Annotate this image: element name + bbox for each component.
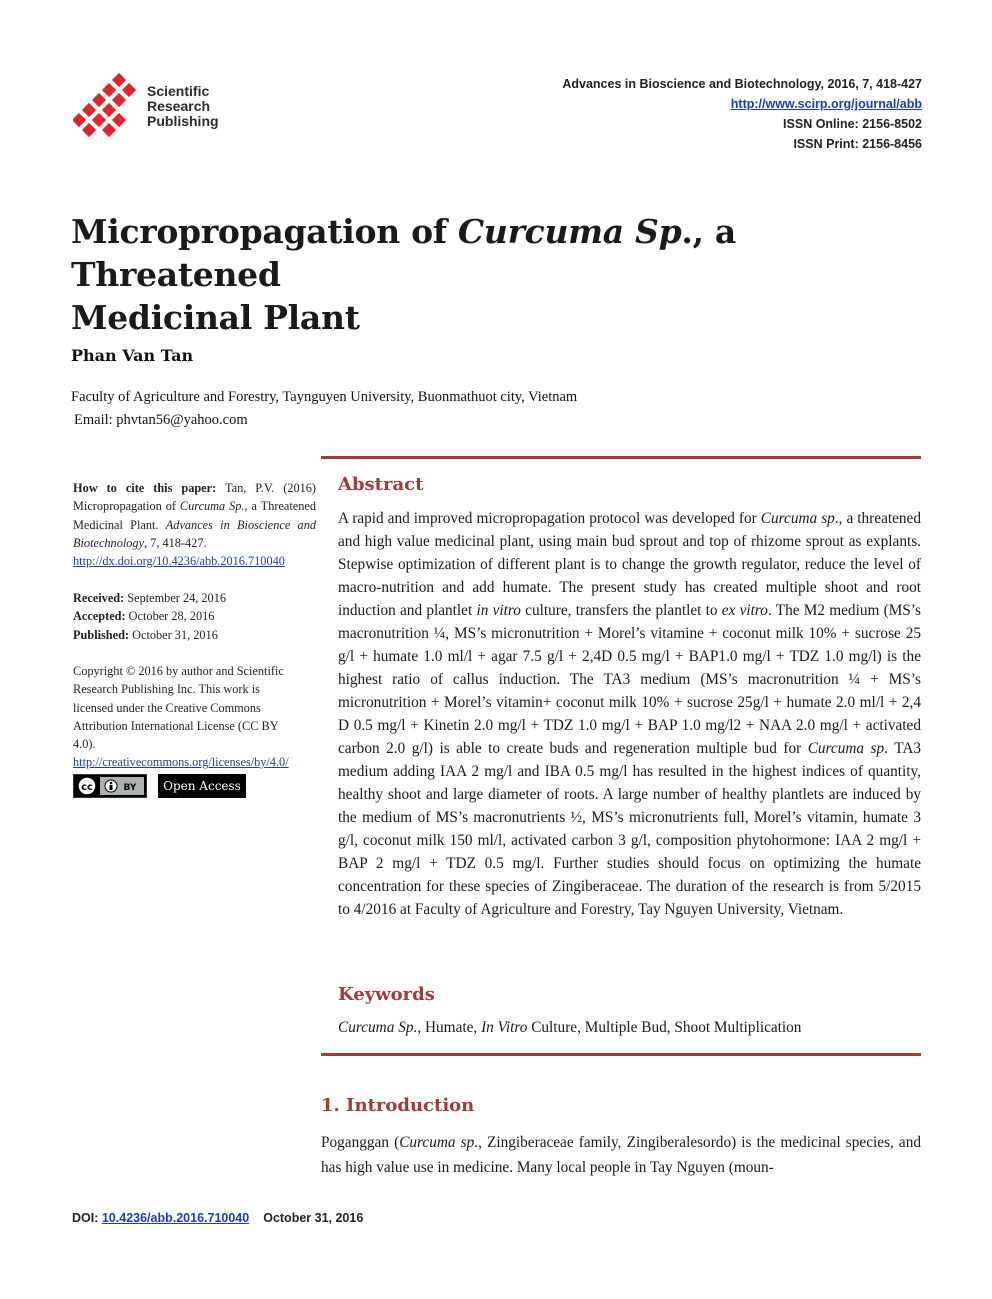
publisher-line1: Scientific: [147, 83, 210, 99]
accepted-label: Accepted:: [73, 609, 126, 624]
keyword-4: Culture, Multiple Bud, Shoot Multiplication: [527, 1019, 802, 1036]
abstract-seg-3: culture, transfers the plantlet to: [520, 602, 722, 619]
issn-online: ISSN Online: 2156-8502: [783, 117, 922, 131]
abstract-seg-5: . TA3 medium adding IAA 2 mg/l and IBA 0.5 mg/l has resulted in the highest indices of quantity, healthy shoot and large diameter of roots. A large number of healthy plantlets are induced by the medium of MS’s macronutrients ½, MS’s micronutrients full, Morel’s vitamin, humate 3 g/l, coconut milk 150 ml/l, activated carbon 3 g/l, composition phytohormone: IAA 2 mg/l + BAP 2 mg/l + TDZ 0.5 mg/l. Further studies should focus on optimizing the humate concentration for these species of Zingiberaceae. The duration of the research is from 5/2015 to 4/2016 at Faculty of Agriculture and Forestry, Tay Nguyen University, Vietnam.: [338, 740, 922, 918]
footer-doi-label: DOI:: [72, 1211, 102, 1225]
footer: [72, 1211, 363, 1225]
received-label: Received:: [73, 591, 125, 605]
abstract-italic-2: in vitro: [476, 602, 521, 619]
intro-seg-1: Poganggan (: [321, 1134, 400, 1151]
received-date: September 24, 2016: [124, 591, 226, 605]
copyright-text: Copyright © 2016 by author and Scientific Research Publishing Inc. This work is licensed under the Creative Commons Attribution International License (CC BY 4.0).: [73, 664, 284, 752]
abstract-italic-4: Curcuma sp: [807, 740, 885, 757]
footer-date: October 31, 2016: [263, 1211, 364, 1225]
cite-text-b: , a Threatened Medicinal Plant.: [73, 499, 316, 532]
paper-title: [71, 210, 931, 339]
keyword-1: Curcuma Sp.: [338, 1019, 418, 1036]
cc-label: cc: [81, 782, 93, 793]
keyword-2: , Humate,: [417, 1019, 482, 1036]
affiliation: Faculty of Agriculture and Forestry, Taynguyen University, Buonmathuot city, Vietnam: [71, 389, 578, 405]
cite-text-c: , 7, 418-427.: [144, 535, 207, 550]
license-link[interactable]: http://creativecommons.org/licenses/by/4.0/: [73, 755, 289, 770]
publisher-name: [147, 84, 219, 129]
abstract-seg-4: . The M2 medium (MS’s macronutrition ¼, MS’s micronutrition + Morel’s vitamine + coconut milk 10% + sucrose 25 g/l + humate 1.0 ml/l + agar 7.5 g/l + 2,4D 0.5 mg/l + BAP1.0 mg/l + TDZ 1.0 mg/l) is the highest ratio of callus induction. The TA3 medium (MS’s macronutrition ¼ + MS’s micronutrition + Morel’s vitamin+ coconut milk 10% + sucrose 25g/l + humate 2.0 ml/l + 2,4 D 0.5 mg/l + Kinetin 2.0 mg/l + TDZ 1.0 mg/l + BAP 1.0 mg/l2 + NAA 2.0 mg/l + activated carbon 2.0 g/l) is able to create buds and regeneration multiple bud for: [338, 602, 922, 757]
open-access-badge[interactable]: Open Access: [158, 774, 246, 798]
publisher-line3: Publishing: [147, 113, 219, 129]
journal-info: [562, 74, 922, 154]
doi-link[interactable]: http://dx.doi.org/10.4236/abb.2016.710040: [73, 554, 285, 569]
title-part1: Micropropagation of: [71, 212, 458, 251]
intro-italic: Curcuma sp.: [399, 1134, 479, 1151]
keywords-heading: Keywords: [338, 984, 435, 1005]
intro-seg-2: , Zingiberaceae family, Zingiberalesordo) is the medicinal species, and has high value use in medicine. Many local people in Tay Nguyen (moun-: [321, 1134, 921, 1176]
abstract-top-rule: [321, 456, 921, 459]
abstract-italic-1: Curcuma sp: [760, 510, 835, 527]
keyword-3: In Vitro: [481, 1019, 528, 1036]
author-name: Phan Van Tan: [71, 346, 194, 365]
abstract-italic-3: ex vitro: [721, 602, 768, 619]
intro-heading: 1. Introduction: [321, 1095, 475, 1116]
title-part2: ., a Threatened: [71, 212, 737, 294]
cite-journal: Advances in Bioscience and Biotechnology: [73, 517, 317, 550]
publisher-logo-icon: [73, 72, 139, 144]
cc-icon: [74, 775, 146, 797]
abstract-bottom-rule: [321, 1053, 921, 1056]
cite-label: How to cite this paper:: [73, 481, 217, 495]
cite-block: [73, 479, 316, 570]
published-label: Published:: [73, 627, 130, 642]
keywords-text: [338, 1016, 921, 1039]
abstract-text: [338, 507, 921, 921]
journal-url-link[interactable]: http://www.scirp.org/journal/abb: [730, 97, 922, 111]
email: Email: phvtan56@yahoo.com: [74, 412, 248, 428]
dates-block: [73, 589, 316, 644]
cite-text-a: Tan, P.V. (2016) Micropropagation of: [73, 481, 316, 514]
abstract-seg-2: ., a threatened and high value medicinal plant, using main bud sprout and top of rhizome sprout as explants. Stepwise optimization of different plant is to change the growth regulator, reduce the level of macro-nutrition and add humate. The present study has created multiple shoot and root induction and plantlet: [338, 510, 921, 619]
cite-italic: Curcuma Sp.: [179, 499, 245, 514]
title-line2: Medicinal Plant: [71, 298, 360, 337]
published-date: October 31, 2016: [129, 627, 218, 642]
title-italic: Curcuma Sp: [457, 212, 682, 251]
issn-print: ISSN Print: 2156-8456: [793, 137, 922, 151]
journal-citation: Advances in Bioscience and Biotechnology, 2016, 7, 418-427: [562, 77, 922, 91]
copyright-block: [73, 662, 303, 772]
cc-by-badge[interactable]: [73, 774, 147, 798]
publisher-line2: Research: [147, 98, 211, 114]
accepted-date: October 28, 2016: [125, 609, 215, 624]
intro-text: [321, 1130, 921, 1180]
footer-doi-link[interactable]: 10.4236/abb.2016.710040: [101, 1211, 250, 1225]
abstract-heading: Abstract: [338, 474, 424, 495]
abstract-seg-1: A rapid and improved micropropagation protocol was developed for: [338, 510, 761, 527]
cc-by-label: BY: [123, 783, 137, 793]
